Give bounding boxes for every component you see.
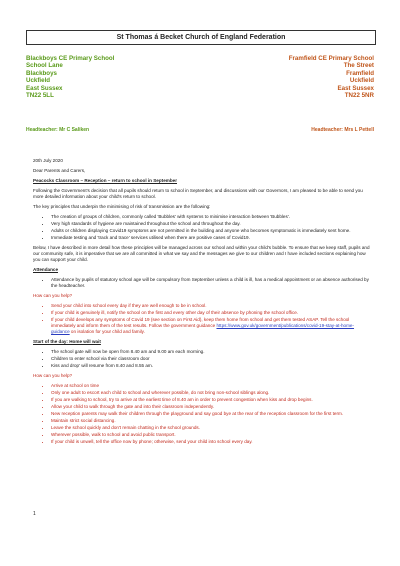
letter-subject: Peacocks Classroom – Reception – return to school in September bbox=[33, 178, 177, 183]
list-item: • Arrive at school on time bbox=[51, 383, 371, 389]
list-item: • Allow your child to walk through the gate and into their classroom independently. bbox=[51, 404, 371, 410]
right-school-line: East Sussex bbox=[337, 84, 374, 92]
federation-title: St Thomas á Becket Church of England Federation bbox=[26, 30, 376, 45]
right-school-address bbox=[289, 55, 374, 99]
list-item: • Wherever possible, walk to school and avoid public transport. bbox=[51, 432, 371, 438]
how-help-heading: How can you help? bbox=[33, 373, 73, 378]
list-item: • Kiss and drop' will resume from 8.40 and 8.55 am. bbox=[51, 363, 371, 369]
start-of-day-list bbox=[33, 349, 371, 369]
right-school-line: TN22 5NR bbox=[344, 92, 374, 100]
left-headteacher: Headteacher: Mr C Saliken bbox=[26, 127, 90, 133]
left-school-line: Uckfield bbox=[26, 77, 51, 85]
list-item: • If you are walking to school, try to arrive at the earliest time of 8.40 am in order to prevent congestion when kiss and drop begins. bbox=[51, 397, 371, 403]
letter-greeting: Dear Parents and Carers, bbox=[33, 168, 86, 173]
page-number: 1 bbox=[33, 511, 36, 517]
principles-list bbox=[33, 214, 371, 241]
list-item: • The school gate will now be open from 8.40 am and 9.00 am each morning. bbox=[51, 349, 371, 355]
list-item: • If your child is unwell, tell the office now by phone; otherwise, send your child into school every day. bbox=[51, 439, 371, 445]
right-school-line: The Street bbox=[343, 62, 374, 70]
list-item: • Maintain strict social distancing. bbox=[51, 418, 371, 424]
left-school-line: Blackboys CE Primary School bbox=[26, 55, 115, 62]
start-of-day-heading: Start of the day: Home will wait bbox=[33, 339, 101, 344]
list-item: • Children to enter school via their classroom door bbox=[51, 356, 371, 362]
left-school-line: Blackboys bbox=[26, 69, 57, 77]
list-item: • Immediate testing and 'track and trace' services utilised when there are positive cases of Covid19. bbox=[51, 235, 371, 241]
guidance-link[interactable]: https://www.gov.uk/government/publications/covid-19-stay-at-home-guidance bbox=[51, 323, 355, 334]
principles-intro: The key principles that underpin the minimising of risk of transmission are the following: bbox=[33, 204, 211, 209]
how-help-heading: How can you help? bbox=[33, 293, 73, 298]
right-school-line: Uckfield bbox=[349, 77, 374, 85]
help-list-1 bbox=[33, 303, 371, 335]
list-item: • Adults or children displaying Covid19 symptoms are not permitted in the building and anyone who becomes symptomatic is immediately sent home. bbox=[51, 228, 371, 234]
right-headteacher: Headteacher: Mrs L Pettell bbox=[311, 127, 374, 133]
letter-date: 20th July 2020 bbox=[33, 158, 63, 163]
help-list-2 bbox=[33, 383, 371, 445]
list-item: • Send your child into school every day if they are well enough to be in school. bbox=[51, 303, 371, 309]
left-school-address bbox=[26, 55, 114, 99]
left-school-line: East Sussex bbox=[26, 84, 63, 92]
attendance-heading: Attendance bbox=[33, 267, 59, 272]
right-school-line: Framfield CE Primary School bbox=[288, 55, 374, 62]
list-item: • If your child is genuinely ill, notify the school on the first and every other day of their absence by phoning the school office. bbox=[51, 310, 371, 316]
list-item: • Only one adult to escort each child to school and wherever possible, do not bring non-school siblings along. bbox=[51, 390, 371, 396]
list-item: • Leave the school quickly and don't remain chatting in the school grounds. bbox=[51, 425, 371, 431]
right-school-line: Framfield bbox=[346, 69, 374, 77]
list-item: • Very high standards of hygiene are maintained throughout the school and throughout the day. bbox=[51, 221, 371, 227]
left-school-line: TN22 5LL bbox=[26, 92, 54, 100]
list-item: • New reception parents may walk their children through the playground and say good bye at the rear of the reception classroom for the first term. bbox=[51, 411, 371, 417]
letter-body bbox=[33, 158, 371, 449]
guidance-text: If your child develops any symptoms of Covid 19 (see section on First Aid), keep them home from school and get them tested ASAP. Tell the school immediately and inform them of the test results. Follow the government guidance bbox=[51, 317, 350, 328]
attendance-list bbox=[33, 277, 371, 289]
list-item: • Attendance by pupils of statutory school age will be compulsory from September unless a child is ill, has a medical appointment or an absence authorised by the headteacher. bbox=[51, 277, 371, 289]
guidance-tail: on isolation for your child and family. bbox=[69, 329, 145, 334]
list-item bbox=[51, 317, 371, 335]
list-item: • The creation of groups of children, commonly called 'Bubbles' with systems to minimise interaction between 'Bubbles'. bbox=[51, 214, 371, 220]
left-school-line: School Lane bbox=[26, 62, 63, 70]
below-text: Below, I have described in more detail how these principles will be managed across our school and within your child's bubble. To ensure that we keep staff, pupils and our community safe, it is imperative that we are all committed in what we say and the messages we give to our children and I have included sections explaining how you can support your child. bbox=[33, 245, 370, 262]
letter-intro: Following the Government's decision that all pupils should return to school in September, and discussions with our Governors, I am pleased to be able to send you more detailed information about your child's return to school. bbox=[33, 188, 363, 199]
